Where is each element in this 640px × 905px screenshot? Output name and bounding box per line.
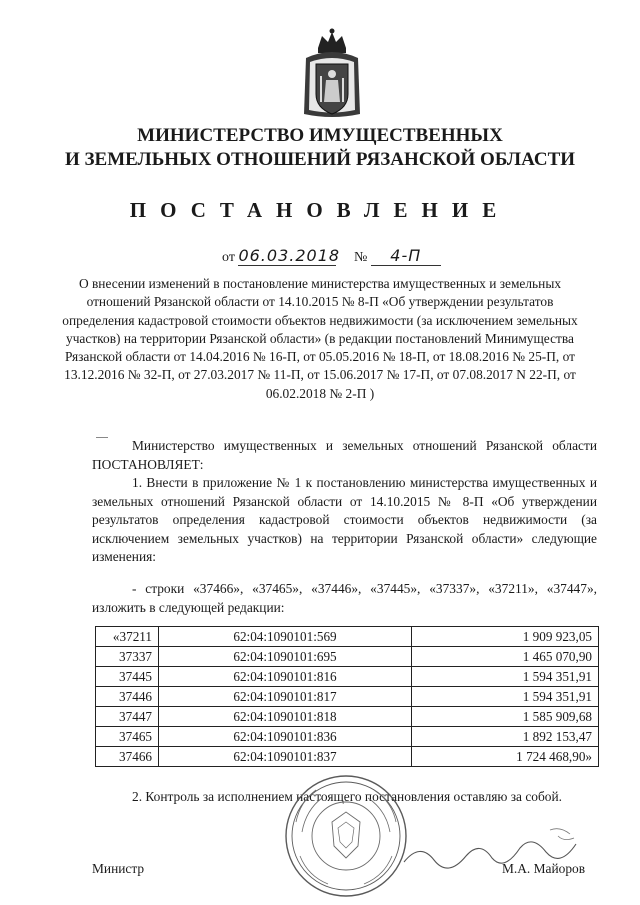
ministry-name-line2: И ЗЕМЕЛЬНЫХ ОТНОШЕНИЙ РЯЗАНСКОЙ ОБЛАСТИ (64, 149, 576, 170)
cadastral-value-cell: 1 585 909,68 (412, 707, 599, 727)
document-subject: О внесении изменений в постановление министерства имущественных и земельных отношений Рязанской области от 14.10.2015 № 8-П «Об утверждении результатов определения кадастровой стоимости объектов недвижимости (за исключением земельных участков) на территории Рязанской области» (в редакции постановлений Минимущества Рязанской области от 14.04.2016 № 16-П, от 05.05.2016 № 18-П, от 18.08.2016 № 25-П, от 13.12.2016 № 32-П, от 27.03.2017 № 11-П, от 15.06.2017 № 17-П, от 07.08.2017 N 22-П, от 06.02.2018 № 2-П ) (62, 276, 578, 401)
rows-intro-paragraph: - строки «37466», «37465», «37446», «37445», «37337», «37211», «37447», изложить в следующей редакции: (92, 581, 597, 615)
coat-of-arms-emblem (300, 28, 364, 120)
signatory-name: М.А. Майоров (502, 861, 586, 876)
cadastral-number-cell: 62:04:1090101:816 (159, 667, 412, 687)
table-row (96, 647, 599, 667)
row-code-cell: 37465 (96, 727, 159, 747)
cadastral-value-cell: 1 892 153,47 (412, 727, 599, 747)
row-code-cell: 37466 (96, 747, 159, 767)
cadastral-number-cell: 62:04:1090101:695 (159, 647, 412, 667)
signatory-position: Министр (92, 861, 145, 876)
document-date: 06.03.2018 (238, 246, 341, 265)
item-1-paragraph: 1. Внести в приложение № 1 к постановлению министерства имущественных и земельных отношений Рязанской области от 14.10.2015 № 8-П «Об утверждении результатов определения кадастровой стоимости объектов недвижимости (за исключением земельных участков) на территории Рязанской области» следующие изменения: (92, 475, 597, 565)
intro-paragraph: Министерство имущественных и земельных отношений Рязанской области ПОСТАНОВЛЯЕТ: (92, 438, 597, 472)
ministry-name-line1: МИНИСТЕРСТВО ИМУЩЕСТВЕННЫХ (137, 125, 503, 146)
cadastral-value-cell: 1 594 351,91 (412, 667, 599, 687)
table-row (96, 687, 599, 707)
table-row (96, 627, 599, 647)
table-row (96, 667, 599, 687)
cadastral-value-cell: 1 724 468,90» (412, 747, 599, 767)
row-code-cell: 37337 (96, 647, 159, 667)
table-row (96, 727, 599, 747)
date-prefix: от (222, 250, 235, 265)
row-code-cell: 37447 (96, 707, 159, 727)
cadastral-number-cell: 62:04:1090101:837 (159, 747, 412, 767)
row-code-cell: «37211 (96, 627, 159, 647)
cadastral-number-cell: 62:04:1090101:818 (159, 707, 412, 727)
document-type-title: ПОСТАНОВЛЕНИЕ (129, 198, 511, 222)
official-stamp-seal (282, 772, 410, 900)
cadastral-value-table (95, 626, 599, 767)
cadastral-value-cell: 1 909 923,05 (412, 627, 599, 647)
cadastral-value-cell: 1 465 070,90 (412, 647, 599, 667)
row-code-cell: 37446 (96, 687, 159, 707)
number-sign: № (353, 250, 368, 265)
cadastral-number-cell: 62:04:1090101:817 (159, 687, 412, 707)
item-2-paragraph: 2. Контроль за исполнением настоящего постановления оставляю за собой. (132, 789, 563, 804)
row-code-cell: 37445 (96, 667, 159, 687)
cadastral-number-cell: 62:04:1090101:836 (159, 727, 412, 747)
table-body (96, 627, 599, 767)
cadastral-number-cell: 62:04:1090101:569 (159, 627, 412, 647)
table-row (96, 707, 599, 727)
cadastral-value-cell: 1 594 351,91 (412, 687, 599, 707)
table-row (96, 747, 599, 767)
date-number-line (222, 246, 441, 266)
document-number: 4-П (371, 246, 441, 266)
